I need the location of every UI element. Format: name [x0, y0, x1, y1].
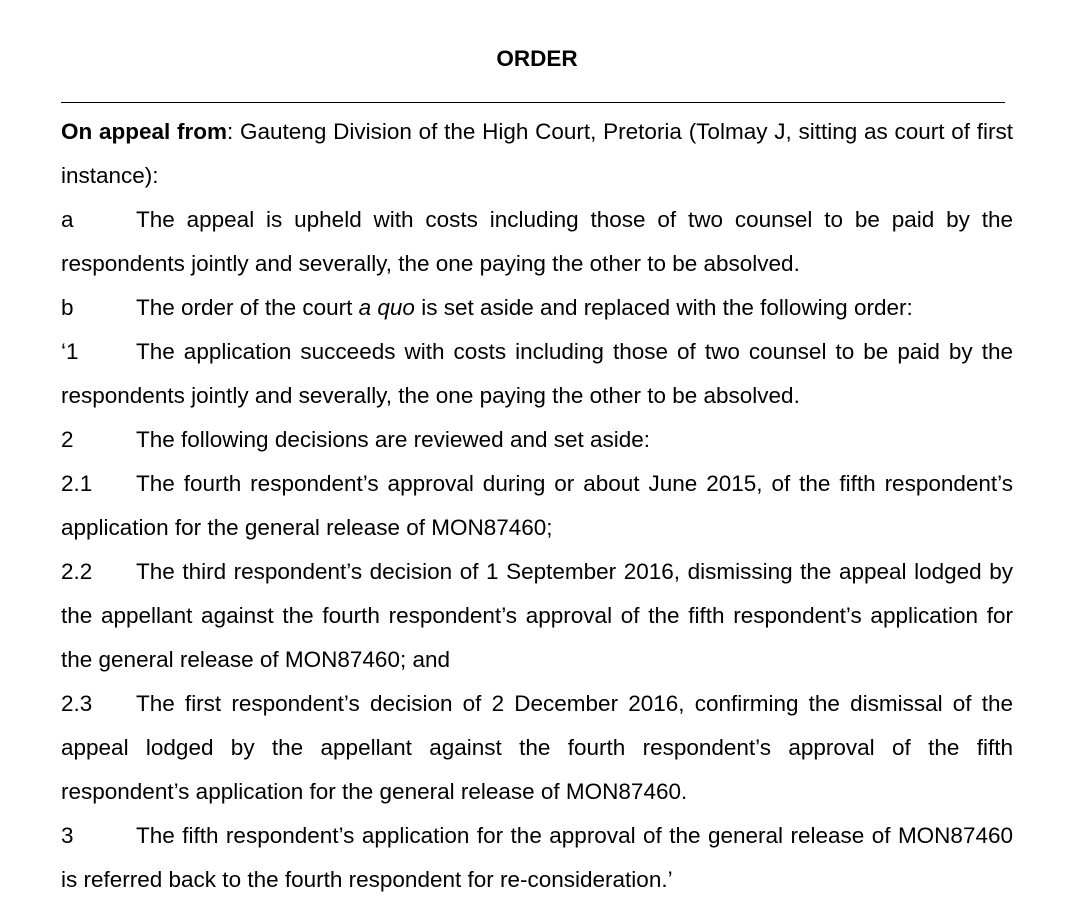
paragraph-text: The fourth respondent’s approval during or about June 2015, of the fifth respondent’s application for the general release of MON87460;	[61, 471, 1013, 540]
paragraph-number: b	[61, 295, 74, 320]
appeal-origin-lead: On appeal from	[61, 119, 228, 144]
paragraph-number: 3	[61, 823, 74, 848]
paragraph-number: 2.3	[61, 691, 93, 716]
order-paragraph-a	[61, 198, 1013, 286]
paragraph-text: The following decisions are reviewed and set aside:	[136, 427, 651, 452]
paragraph-text: The appeal is upheld with costs including those of two counsel to be paid by the respondents jointly and severally, the one paying the other to be absolved.	[61, 207, 1013, 276]
order-paragraph-b	[61, 286, 1013, 330]
paragraph-text: The first respondent’s decision of 2 December 2016, confirming the dismissal of the appeal lodged by the appellant against the fourth respondent’s approval of the fifth respondent’s application for the general release of MON87460.	[61, 691, 1013, 804]
order-heading: ORDER	[496, 46, 578, 71]
heading-rule	[61, 102, 1005, 103]
order-paragraph-3	[61, 814, 1013, 902]
order-paragraph-2	[61, 418, 1013, 462]
order-paragraph-2-3	[61, 682, 1013, 814]
paragraph-number: 2.2	[61, 559, 93, 584]
order-paragraph-2-2	[61, 550, 1013, 682]
paragraph-text: The order of the court	[136, 295, 359, 320]
paragraph-text: The application succeeds with costs including those of two counsel to be paid by the respondents jointly and severally, the one paying the other to be absolved.	[61, 339, 1013, 408]
paragraph-number: ‘1	[61, 339, 79, 364]
paragraph-number: a	[61, 207, 74, 232]
appeal-origin-paragraph	[61, 110, 1013, 198]
order-paragraph-2-1	[61, 462, 1013, 550]
order-paragraph-1	[61, 330, 1013, 418]
paragraph-text: The third respondent’s decision of 1 September 2016, dismissing the appeal lodged by the appellant against the fourth respondent’s approval of the fifth respondent’s application for the general release of MON87460; and	[61, 559, 1013, 672]
paragraph-text: The fifth respondent’s application for the approval of the general release of MON87460 is referred back to the fourth respondent for re-consideration.’	[61, 823, 1013, 892]
order-body	[61, 110, 1013, 902]
paragraph-number: 2	[61, 427, 74, 452]
paragraph-number: 2.1	[61, 471, 93, 496]
paragraph-text-continued: is set aside and replaced with the following order:	[414, 295, 913, 320]
appeal-origin-text: : Gauteng Division of the High Court, Pretoria (Tolmay J, sitting as court of first instance):	[61, 119, 1013, 188]
latin-term: a quo	[358, 295, 415, 320]
